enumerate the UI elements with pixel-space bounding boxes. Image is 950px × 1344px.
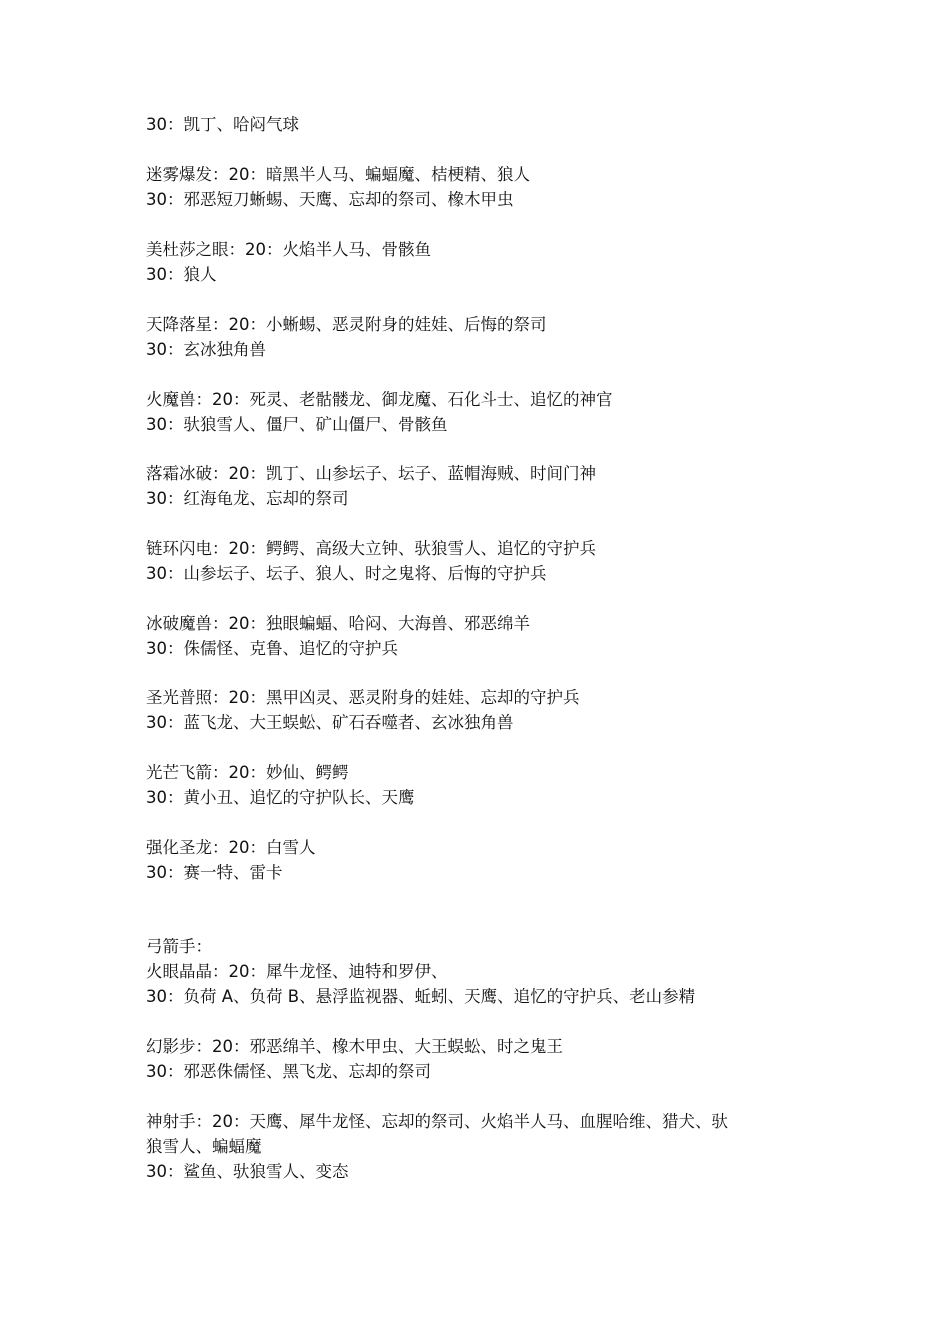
text-line: 落霜冰破：20：凯丁、山参坛子、坛子、蓝帽海贼、时间门神 (146, 464, 596, 483)
text-line: 30：侏儒怪、克鲁、追忆的守护兵 (146, 639, 398, 658)
text-line: 30：红海龟龙、忘却的祭司 (146, 489, 349, 508)
text-line: 冰破魔兽：20：独眼蝙蝠、哈闷、大海兽、邪恶绵羊 (146, 614, 530, 633)
text-line: 美杜莎之眼：20：火焰半人马、骨骸鱼 (146, 240, 431, 259)
text-line: 光芒飞箭：20：妙仙、鳄鳄 (146, 763, 349, 782)
text-line: 30：黄小丑、追忆的守护队长、天鹰 (146, 788, 415, 807)
text-line: 30：赛一特、雷卡 (146, 863, 283, 882)
text-line: 圣光普照：20：黑甲凶灵、恶灵附身的娃娃、忘却的守护兵 (146, 688, 580, 707)
text-line: 迷雾爆发：20：暗黑半人马、蝙蝠魔、桔梗精、狼人 (146, 165, 530, 184)
text-line: 30：鲨鱼、驮狼雪人、变态 (146, 1162, 349, 1181)
text-line: 幻影步：20：邪恶绵羊、橡木甲虫、大王蜈蚣、时之鬼王 (146, 1037, 563, 1056)
text-line: 30：玄冰独角兽 (146, 340, 266, 359)
text-line: 30：蓝飞龙、大王蜈蚣、矿石吞噬者、玄冰独角兽 (146, 713, 514, 732)
text-line: 狼雪人、蝙蝠魔 (146, 1137, 262, 1156)
text-line: 30：邪恶短刀蜥蜴、天鹰、忘却的祭司、橡木甲虫 (146, 190, 514, 209)
text-line: 30：狼人 (146, 265, 217, 284)
text-line: 强化圣龙：20：白雪人 (146, 838, 316, 857)
section-heading: 弓箭手： (146, 937, 212, 956)
text-line: 链环闪电：20：鳄鳄、高级大立钟、驮狼雪人、追忆的守护兵 (146, 539, 596, 558)
text-line: 天降落星：20：小蜥蜴、恶灵附身的娃娃、后悔的祭司 (146, 315, 547, 334)
text-line: 30：负荷 A、负荷 B、悬浮监视器、蚯蚓、天鹰、追忆的守护兵、老山参精 (146, 987, 696, 1006)
text-line: 30：邪恶侏儒怪、黑飞龙、忘却的祭司 (146, 1062, 431, 1081)
text-line: 火魔兽：20：死灵、老骷髅龙、御龙魔、石化斗士、追忆的神官 (146, 390, 613, 409)
text-line: 30：驮狼雪人、僵尸、矿山僵尸、骨骸鱼 (146, 415, 448, 434)
text-line: 火眼晶晶：20：犀牛龙怪、迪特和罗伊、 (146, 962, 448, 981)
text-line: 30：山参坛子、坛子、狼人、时之鬼将、后悔的守护兵 (146, 564, 547, 583)
text-line: 30：凯丁、哈闷气球 (146, 115, 299, 134)
text-line: 神射手：20：天鹰、犀牛龙怪、忘却的祭司、火焰半人马、血腥哈维、猎犬、驮 (146, 1112, 728, 1131)
